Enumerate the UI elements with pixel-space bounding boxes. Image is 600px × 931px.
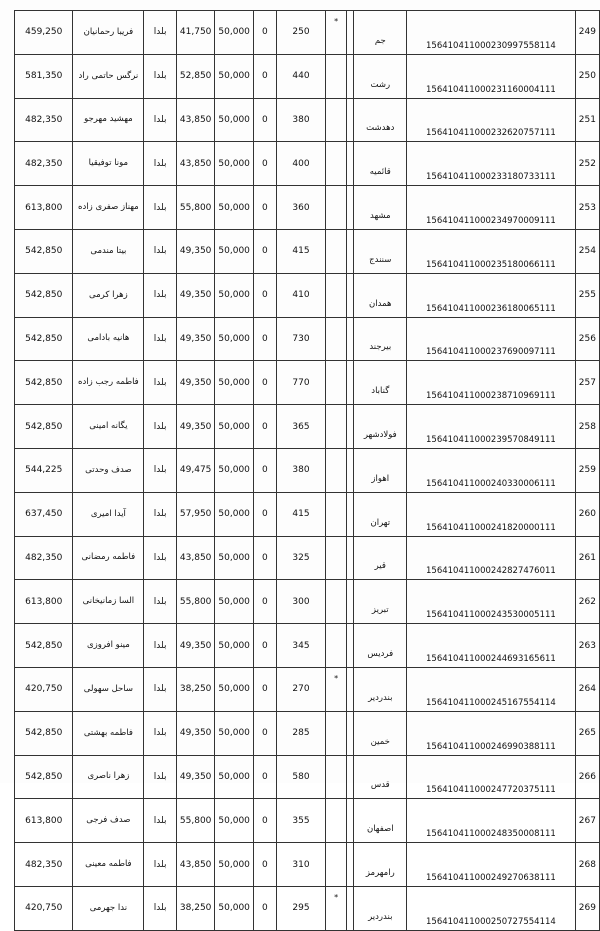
table-row bbox=[15, 98, 600, 142]
row-number-cell: 260 bbox=[575, 492, 599, 536]
code-cell: 156410411000238710969111 bbox=[407, 361, 576, 405]
mark-cell bbox=[326, 799, 347, 843]
row-number-cell: 269 bbox=[575, 886, 599, 930]
total-cell: 482,350 bbox=[15, 98, 73, 142]
level-cell: بلدا bbox=[144, 799, 177, 843]
total-cell: 613,800 bbox=[15, 580, 73, 624]
total-cell: 482,350 bbox=[15, 843, 73, 887]
city-cell: بندردیر bbox=[354, 886, 407, 930]
code-cell: 156410411000249270638111 bbox=[407, 843, 576, 887]
name-cell: فاطمه رجب زاده bbox=[73, 361, 144, 405]
level-cell: بلدا bbox=[144, 273, 177, 317]
row-number-cell: 256 bbox=[575, 317, 599, 361]
table-row bbox=[15, 361, 600, 405]
zero-cell: 0 bbox=[253, 273, 276, 317]
level-cell: بلدا bbox=[144, 405, 177, 449]
city-cell: تهران bbox=[354, 492, 407, 536]
level-cell: بلدا bbox=[144, 448, 177, 492]
name-cell: فاطمه بهشتی bbox=[73, 711, 144, 755]
amount-cell: 43,850 bbox=[176, 536, 215, 580]
total-cell: 542,850 bbox=[15, 273, 73, 317]
table-row bbox=[15, 536, 600, 580]
mark-cell bbox=[326, 405, 347, 449]
table-row bbox=[15, 755, 600, 799]
zero-cell: 0 bbox=[253, 843, 276, 887]
level-cell: بلدا bbox=[144, 624, 177, 668]
level-cell: بلدا bbox=[144, 11, 177, 55]
row-number-cell: 266 bbox=[575, 755, 599, 799]
mark-cell bbox=[326, 492, 347, 536]
base-cell: 50,000 bbox=[215, 229, 254, 273]
row-number-cell: 268 bbox=[575, 843, 599, 887]
amount-cell: 49,350 bbox=[176, 711, 215, 755]
score-cell: 380 bbox=[276, 98, 325, 142]
spacer-cell bbox=[347, 755, 354, 799]
base-cell: 50,000 bbox=[215, 755, 254, 799]
level-cell: بلدا bbox=[144, 711, 177, 755]
score-cell: 360 bbox=[276, 186, 325, 230]
name-cell: صدف فرجی bbox=[73, 799, 144, 843]
city-cell: بندردیر bbox=[354, 667, 407, 711]
row-number-cell: 250 bbox=[575, 54, 599, 98]
amount-cell: 49,350 bbox=[176, 624, 215, 668]
spacer-cell bbox=[347, 843, 354, 887]
zero-cell: 0 bbox=[253, 536, 276, 580]
mark-cell bbox=[326, 755, 347, 799]
base-cell: 50,000 bbox=[215, 492, 254, 536]
score-cell: 580 bbox=[276, 755, 325, 799]
name-cell: ساحل سهولی bbox=[73, 667, 144, 711]
table-row bbox=[15, 11, 600, 55]
score-cell: 365 bbox=[276, 405, 325, 449]
table-row bbox=[15, 624, 600, 668]
score-cell: 310 bbox=[276, 843, 325, 887]
zero-cell: 0 bbox=[253, 229, 276, 273]
name-cell: صدف وحدتی bbox=[73, 448, 144, 492]
city-cell: خمین bbox=[354, 711, 407, 755]
zero-cell: 0 bbox=[253, 361, 276, 405]
total-cell: 544,225 bbox=[15, 448, 73, 492]
base-cell: 50,000 bbox=[215, 405, 254, 449]
name-cell: مهناز صفری زاده bbox=[73, 186, 144, 230]
city-cell: جم bbox=[354, 11, 407, 55]
table-row bbox=[15, 186, 600, 230]
amount-cell: 38,250 bbox=[176, 886, 215, 930]
row-number-cell: 259 bbox=[575, 448, 599, 492]
score-cell: 285 bbox=[276, 711, 325, 755]
row-number-cell: 262 bbox=[575, 580, 599, 624]
amount-cell: 49,350 bbox=[176, 317, 215, 361]
city-cell: مشهد bbox=[354, 186, 407, 230]
amount-cell: 49,350 bbox=[176, 229, 215, 273]
score-cell: 440 bbox=[276, 54, 325, 98]
total-cell: 482,350 bbox=[15, 536, 73, 580]
name-cell: مونا توفیقیا bbox=[73, 142, 144, 186]
code-cell: 156410411000236180065111 bbox=[407, 273, 576, 317]
total-cell: 581,350 bbox=[15, 54, 73, 98]
level-cell: بلدا bbox=[144, 186, 177, 230]
total-cell: 542,850 bbox=[15, 229, 73, 273]
base-cell: 50,000 bbox=[215, 98, 254, 142]
zero-cell: 0 bbox=[253, 580, 276, 624]
table-row bbox=[15, 580, 600, 624]
mark-cell bbox=[326, 273, 347, 317]
spacer-cell bbox=[347, 536, 354, 580]
table-row bbox=[15, 54, 600, 98]
table-row bbox=[15, 142, 600, 186]
amount-cell: 49,350 bbox=[176, 755, 215, 799]
spacer-cell bbox=[347, 492, 354, 536]
code-cell: 156410411000234970009111 bbox=[407, 186, 576, 230]
amount-cell: 43,850 bbox=[176, 843, 215, 887]
city-cell: اصفهان bbox=[354, 799, 407, 843]
level-cell: بلدا bbox=[144, 843, 177, 887]
total-cell: 542,850 bbox=[15, 317, 73, 361]
total-cell: 542,850 bbox=[15, 755, 73, 799]
base-cell: 50,000 bbox=[215, 448, 254, 492]
base-cell: 50,000 bbox=[215, 667, 254, 711]
zero-cell: 0 bbox=[253, 186, 276, 230]
spacer-cell bbox=[347, 448, 354, 492]
data-table bbox=[14, 10, 600, 931]
spacer-cell bbox=[347, 580, 354, 624]
total-cell: 613,800 bbox=[15, 186, 73, 230]
zero-cell: 0 bbox=[253, 886, 276, 930]
row-number-cell: 255 bbox=[575, 273, 599, 317]
level-cell: بلدا bbox=[144, 667, 177, 711]
row-number-cell: 254 bbox=[575, 229, 599, 273]
base-cell: 50,000 bbox=[215, 186, 254, 230]
table-row bbox=[15, 492, 600, 536]
name-cell: زهرا کرمی bbox=[73, 273, 144, 317]
name-cell: ندا جهرمی bbox=[73, 886, 144, 930]
table-row bbox=[15, 711, 600, 755]
zero-cell: 0 bbox=[253, 492, 276, 536]
amount-cell: 49,350 bbox=[176, 405, 215, 449]
total-cell: 542,850 bbox=[15, 711, 73, 755]
mark-cell bbox=[326, 448, 347, 492]
name-cell: زهرا ناصری bbox=[73, 755, 144, 799]
row-number-cell: 257 bbox=[575, 361, 599, 405]
mark-cell bbox=[326, 98, 347, 142]
score-cell: 300 bbox=[276, 580, 325, 624]
name-cell: آیدا امیری bbox=[73, 492, 144, 536]
mark-cell bbox=[326, 317, 347, 361]
name-cell: بیتا مندمی bbox=[73, 229, 144, 273]
amount-cell: 52,850 bbox=[176, 54, 215, 98]
row-number-cell: 263 bbox=[575, 624, 599, 668]
name-cell: السا زمانیخانی bbox=[73, 580, 144, 624]
table-row bbox=[15, 273, 600, 317]
mark-cell bbox=[326, 580, 347, 624]
spacer-cell bbox=[347, 317, 354, 361]
row-number-cell: 253 bbox=[575, 186, 599, 230]
total-cell: 637,450 bbox=[15, 492, 73, 536]
city-cell: قیر bbox=[354, 536, 407, 580]
amount-cell: 55,800 bbox=[176, 799, 215, 843]
city-cell: بیرجند bbox=[354, 317, 407, 361]
score-cell: 730 bbox=[276, 317, 325, 361]
code-cell: 156410411000235180066111 bbox=[407, 229, 576, 273]
code-cell: 156410411000232620757111 bbox=[407, 98, 576, 142]
level-cell: بلدا bbox=[144, 580, 177, 624]
zero-cell: 0 bbox=[253, 755, 276, 799]
mark-cell bbox=[326, 54, 347, 98]
name-cell: مینو افروزی bbox=[73, 624, 144, 668]
amount-cell: 49,475 bbox=[176, 448, 215, 492]
level-cell: بلدا bbox=[144, 229, 177, 273]
row-number-cell: 249 bbox=[575, 11, 599, 55]
amount-cell: 38,250 bbox=[176, 667, 215, 711]
code-cell: 156410411000239570849111 bbox=[407, 405, 576, 449]
level-cell: بلدا bbox=[144, 317, 177, 361]
base-cell: 50,000 bbox=[215, 11, 254, 55]
city-cell: سنندج bbox=[354, 229, 407, 273]
mark-cell: * bbox=[326, 11, 347, 55]
mark-cell bbox=[326, 843, 347, 887]
spacer-cell bbox=[347, 142, 354, 186]
score-cell: 415 bbox=[276, 229, 325, 273]
total-cell: 542,850 bbox=[15, 405, 73, 449]
name-cell: فریبا رحمانیان bbox=[73, 11, 144, 55]
total-cell: 459,250 bbox=[15, 11, 73, 55]
total-cell: 613,800 bbox=[15, 799, 73, 843]
spacer-cell bbox=[347, 886, 354, 930]
row-number-cell: 258 bbox=[575, 405, 599, 449]
spacer-cell bbox=[347, 273, 354, 317]
spacer-cell bbox=[347, 405, 354, 449]
level-cell: بلدا bbox=[144, 536, 177, 580]
total-cell: 542,850 bbox=[15, 361, 73, 405]
spacer-cell bbox=[347, 799, 354, 843]
row-number-cell: 265 bbox=[575, 711, 599, 755]
level-cell: بلدا bbox=[144, 98, 177, 142]
code-cell: 156410411000246990388111 bbox=[407, 711, 576, 755]
spacer-cell bbox=[347, 54, 354, 98]
row-number-cell: 252 bbox=[575, 142, 599, 186]
zero-cell: 0 bbox=[253, 317, 276, 361]
base-cell: 50,000 bbox=[215, 54, 254, 98]
amount-cell: 41,750 bbox=[176, 11, 215, 55]
base-cell: 50,000 bbox=[215, 580, 254, 624]
code-cell: 156410411000247720375111 bbox=[407, 755, 576, 799]
code-cell: 156410411000242827476011 bbox=[407, 536, 576, 580]
name-cell: هانیه بادامی bbox=[73, 317, 144, 361]
mark-cell bbox=[326, 624, 347, 668]
score-cell: 355 bbox=[276, 799, 325, 843]
base-cell: 50,000 bbox=[215, 799, 254, 843]
zero-cell: 0 bbox=[253, 11, 276, 55]
score-cell: 410 bbox=[276, 273, 325, 317]
name-cell: مهشید مهرجو bbox=[73, 98, 144, 142]
city-cell: گناباد bbox=[354, 361, 407, 405]
row-number-cell: 267 bbox=[575, 799, 599, 843]
table-row bbox=[15, 317, 600, 361]
mark-cell bbox=[326, 186, 347, 230]
code-cell: 156410411000233180733111 bbox=[407, 142, 576, 186]
row-number-cell: 264 bbox=[575, 667, 599, 711]
city-cell: فردیس bbox=[354, 624, 407, 668]
city-cell: رامهرمز bbox=[354, 843, 407, 887]
level-cell: بلدا bbox=[144, 492, 177, 536]
amount-cell: 57,950 bbox=[176, 492, 215, 536]
base-cell: 50,000 bbox=[215, 624, 254, 668]
code-cell: 156410411000244693165611 bbox=[407, 624, 576, 668]
zero-cell: 0 bbox=[253, 711, 276, 755]
spacer-cell bbox=[347, 229, 354, 273]
code-cell: 156410411000230997558114 bbox=[407, 11, 576, 55]
city-cell: تبریز bbox=[354, 580, 407, 624]
code-cell: 156410411000231160004111 bbox=[407, 54, 576, 98]
level-cell: بلدا bbox=[144, 54, 177, 98]
amount-cell: 49,350 bbox=[176, 273, 215, 317]
base-cell: 50,000 bbox=[215, 886, 254, 930]
code-cell: 156410411000241820000111 bbox=[407, 492, 576, 536]
total-cell: 420,750 bbox=[15, 667, 73, 711]
zero-cell: 0 bbox=[253, 448, 276, 492]
score-cell: 345 bbox=[276, 624, 325, 668]
row-number-cell: 261 bbox=[575, 536, 599, 580]
city-cell: فولادشهر bbox=[354, 405, 407, 449]
score-cell: 250 bbox=[276, 11, 325, 55]
spacer-cell bbox=[347, 186, 354, 230]
base-cell: 50,000 bbox=[215, 843, 254, 887]
score-cell: 400 bbox=[276, 142, 325, 186]
amount-cell: 43,850 bbox=[176, 142, 215, 186]
total-cell: 482,350 bbox=[15, 142, 73, 186]
score-cell: 325 bbox=[276, 536, 325, 580]
score-cell: 270 bbox=[276, 667, 325, 711]
mark-cell bbox=[326, 229, 347, 273]
spacer-cell bbox=[347, 361, 354, 405]
code-cell: 156410411000243530005111 bbox=[407, 580, 576, 624]
name-cell: فاطمه معینی bbox=[73, 843, 144, 887]
city-cell: دهدشت bbox=[354, 98, 407, 142]
score-cell: 380 bbox=[276, 448, 325, 492]
level-cell: بلدا bbox=[144, 755, 177, 799]
zero-cell: 0 bbox=[253, 799, 276, 843]
city-cell: اهواز bbox=[354, 448, 407, 492]
mark-cell: * bbox=[326, 667, 347, 711]
base-cell: 50,000 bbox=[215, 536, 254, 580]
name-cell: نرگس حاتمی راد bbox=[73, 54, 144, 98]
code-cell: 156410411000240330006111 bbox=[407, 448, 576, 492]
base-cell: 50,000 bbox=[215, 711, 254, 755]
table-row bbox=[15, 229, 600, 273]
city-cell: قائمیه bbox=[354, 142, 407, 186]
mark-cell bbox=[326, 361, 347, 405]
table-row bbox=[15, 667, 600, 711]
table-row bbox=[15, 448, 600, 492]
level-cell: بلدا bbox=[144, 142, 177, 186]
total-cell: 420,750 bbox=[15, 886, 73, 930]
zero-cell: 0 bbox=[253, 667, 276, 711]
spacer-cell bbox=[347, 711, 354, 755]
base-cell: 50,000 bbox=[215, 273, 254, 317]
amount-cell: 49,350 bbox=[176, 361, 215, 405]
zero-cell: 0 bbox=[253, 142, 276, 186]
mark-cell bbox=[326, 142, 347, 186]
code-cell: 156410411000248350008111 bbox=[407, 799, 576, 843]
row-number-cell: 251 bbox=[575, 98, 599, 142]
city-cell: قدس bbox=[354, 755, 407, 799]
base-cell: 50,000 bbox=[215, 317, 254, 361]
zero-cell: 0 bbox=[253, 98, 276, 142]
city-cell: همدان bbox=[354, 273, 407, 317]
amount-cell: 55,800 bbox=[176, 186, 215, 230]
score-cell: 770 bbox=[276, 361, 325, 405]
spacer-cell bbox=[347, 11, 354, 55]
amount-cell: 43,850 bbox=[176, 98, 215, 142]
zero-cell: 0 bbox=[253, 624, 276, 668]
score-cell: 295 bbox=[276, 886, 325, 930]
mark-cell bbox=[326, 536, 347, 580]
mark-cell bbox=[326, 711, 347, 755]
level-cell: بلدا bbox=[144, 361, 177, 405]
mark-cell: * bbox=[326, 886, 347, 930]
name-cell: یگانه امینی bbox=[73, 405, 144, 449]
city-cell: رشت bbox=[354, 54, 407, 98]
spacer-cell bbox=[347, 624, 354, 668]
base-cell: 50,000 bbox=[215, 142, 254, 186]
spacer-cell bbox=[347, 98, 354, 142]
code-cell: 156410411000237690097111 bbox=[407, 317, 576, 361]
total-cell: 542,850 bbox=[15, 624, 73, 668]
table-row bbox=[15, 886, 600, 930]
name-cell: فاطمه رمضانی bbox=[73, 536, 144, 580]
code-cell: 156410411000250727554114 bbox=[407, 886, 576, 930]
base-cell: 50,000 bbox=[215, 361, 254, 405]
code-cell: 156410411000245167554114 bbox=[407, 667, 576, 711]
spacer-cell bbox=[347, 667, 354, 711]
level-cell: بلدا bbox=[144, 886, 177, 930]
zero-cell: 0 bbox=[253, 405, 276, 449]
table-row bbox=[15, 799, 600, 843]
amount-cell: 55,800 bbox=[176, 580, 215, 624]
zero-cell: 0 bbox=[253, 54, 276, 98]
score-cell: 415 bbox=[276, 492, 325, 536]
table-row bbox=[15, 843, 600, 887]
table-row bbox=[15, 405, 600, 449]
